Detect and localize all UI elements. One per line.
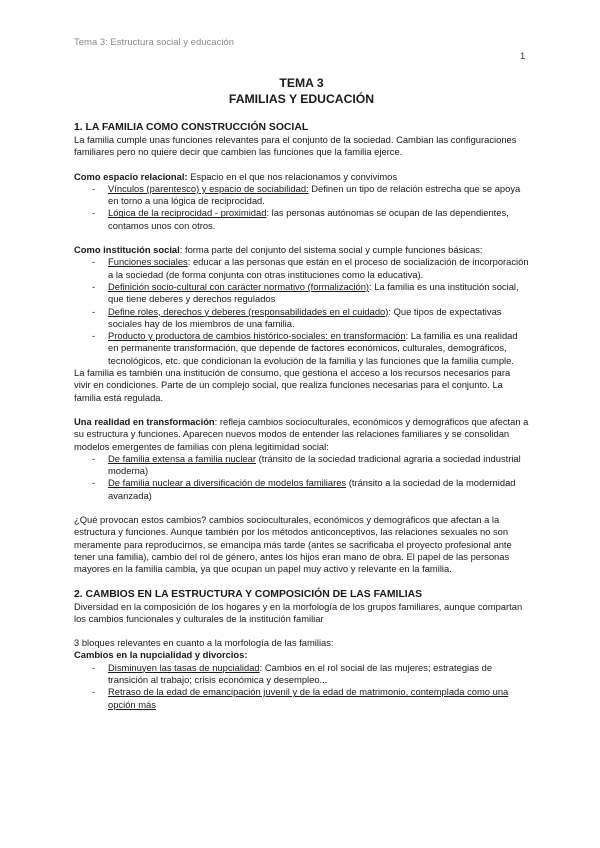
transformacion-text: : refleja cambios socioculturales, económicos y demográficos que afectan a su estructura y funciones. Aparecen nuevos modos de entender las relaciones familiares y se consolidan modelos emergentes de familias con plena legitimidad social: (74, 415, 529, 452)
list-item (108, 306, 529, 331)
list-item-term: De familia extensa a familia nuclear (108, 452, 256, 464)
transformacion-list (74, 453, 529, 502)
document-body (74, 76, 529, 711)
list-item (108, 330, 529, 367)
list-item (108, 662, 529, 687)
list-item (108, 453, 529, 478)
espacio-relacional-list (74, 183, 529, 232)
list-item-term: Lógica de la reciprocidad - proximidad (108, 207, 267, 219)
list-item-text: : las personas autónomas se ocupan de las dependientes, contamos unos con otros. (108, 207, 509, 231)
list-item-text: : La familia es una realidad en permanente transformación, que depende de factores económicos, culturales, demográficos, tecnológicos, etc. que condicionan la evolución de la familia y las funciones que la familia cumple. (108, 330, 518, 366)
list-item (108, 207, 529, 232)
list-item-term: Funciones sociales (108, 256, 188, 268)
section-2-heading: 2. CAMBIOS EN LA ESTRUCTURA Y COMPOSICIÓN DE LAS FAMILIAS (74, 588, 423, 600)
list-item-text: : Cambios en el rol social de las mujeres; estrategias de transición al trabajo; crisis económica y desempleo... (108, 661, 493, 685)
page-number: 1 (520, 51, 526, 62)
topic-number: TEMA 3 (279, 76, 324, 90)
espacio-relacional-paragraph (74, 171, 529, 183)
list-item-term: Vínculos (parentesco) y espacio de sociabilidad: (108, 182, 309, 194)
institucion-social-label: Como institución social (74, 244, 180, 256)
list-item-text: (tránsito a la sociedad de la modernidad avanzada) (108, 477, 516, 501)
list-item-term: Producto y productora de cambios histórico-sociales: en transformación (108, 330, 406, 342)
page-title: FAMILIAS Y EDUCACIÓN (228, 91, 375, 106)
list-item-text: : Que tipos de expectativas sociales hay de los miembros de una familia. (108, 305, 502, 329)
list-item (108, 281, 529, 306)
cambios-question-paragraph: ¿Qué provocan estos cambios? cambios socioculturales, económicos y demográficos que afectan a la estructura y funciones. Aunque también por los métodos anticonceptivos, las relaciones sexuales no son meramente para reproducirnos, se emancipa más tarde (antes se sacrificaba el proyecto profesional ante tener una familia), cambio del rol de género, antes los hijos eran mano de obra. El papel de las personas mayores en la familia cambia, ya que ocupan un papel muy activo y relevante en la familia. (74, 514, 512, 575)
list-item-text: Definen un tipo de relación estrecha que se apoya en torno a una lógica de reciprocidad. (108, 182, 521, 207)
section-2-intro: Diversidad en la composición de los hogares y en la morfología de los grupos familiares, aunque compartan los cambios funcionales y culturales de la institución familiar (74, 600, 523, 624)
list-item-term: Definición socio-cultural con carácter normativo (formalización) (108, 280, 370, 292)
espacio-relacional-label: Como espacio relacional: (74, 170, 188, 182)
list-item-term: De familia nuclear a diversificación de modelos familiares (108, 477, 347, 489)
list-item (108, 477, 529, 502)
list-item (108, 183, 529, 208)
section-1-heading: 1. LA FAMILIA COMO CONSTRUCCIÓN SOCIAL (74, 122, 309, 133)
institucion-closing: La familia es también una institución de consumo, que gestiona el acceso a los recursos necesarios para vivir en condiciones. Parte de un complejo social, que realiza funciones necesarias para el conjunto. La familia está regulada. (74, 367, 511, 403)
list-item-text: : La familia es una institución social, que tiene deberes y derechos regulados (108, 280, 519, 305)
institucion-social-paragraph (74, 244, 529, 256)
institucion-social-list (74, 256, 529, 367)
bloques-text: 3 bloques relevantes en cuanto a la morfología de las familias: (74, 637, 334, 649)
running-header: Tema 3: Estructura social y educación (74, 37, 234, 48)
list-item-term: Retraso de la edad de emancipación juvenil y de la edad de matrimonio, contemplada como una opción más (108, 686, 509, 710)
transformacion-paragraph (74, 416, 529, 453)
institucion-social-text: : forma parte del conjunto del sistema social y cumple funciones básicas: (179, 244, 483, 256)
nupcialidad-list (74, 662, 529, 711)
transformacion-label: Una realidad en transformación (74, 415, 215, 427)
list-item-term: Define roles, derechos y deberes (responsabilidades en el cuidado) (108, 305, 389, 317)
list-item (108, 256, 529, 281)
list-item-term: Disminuyen las tasas de nupcialidad (108, 661, 260, 673)
list-item (108, 686, 529, 711)
espacio-relacional-text: Espacio en el que nos relacionamos y convivimos (187, 170, 398, 182)
list-item-text: (tránsito de la sociedad tradicional agraria a sociedad industrial moderna) (108, 452, 521, 477)
nupcialidad-subheading-text: Cambios en la nupcialidad y divorcios: (74, 649, 248, 661)
list-item-text: : educar a las personas que están en el proceso de socialización de incorporación a la sociedad (de forma conjunta con otras instituciones como la educativa). (108, 256, 529, 280)
nupcialidad-subheading (74, 649, 529, 661)
section-1-intro: La familia cumple unas funciones relevantes para el conjunto de la sociedad. Cambian las configuraciones familiares pero no quiere decir que cambien las funciones que la familia ejerce. (74, 134, 517, 158)
